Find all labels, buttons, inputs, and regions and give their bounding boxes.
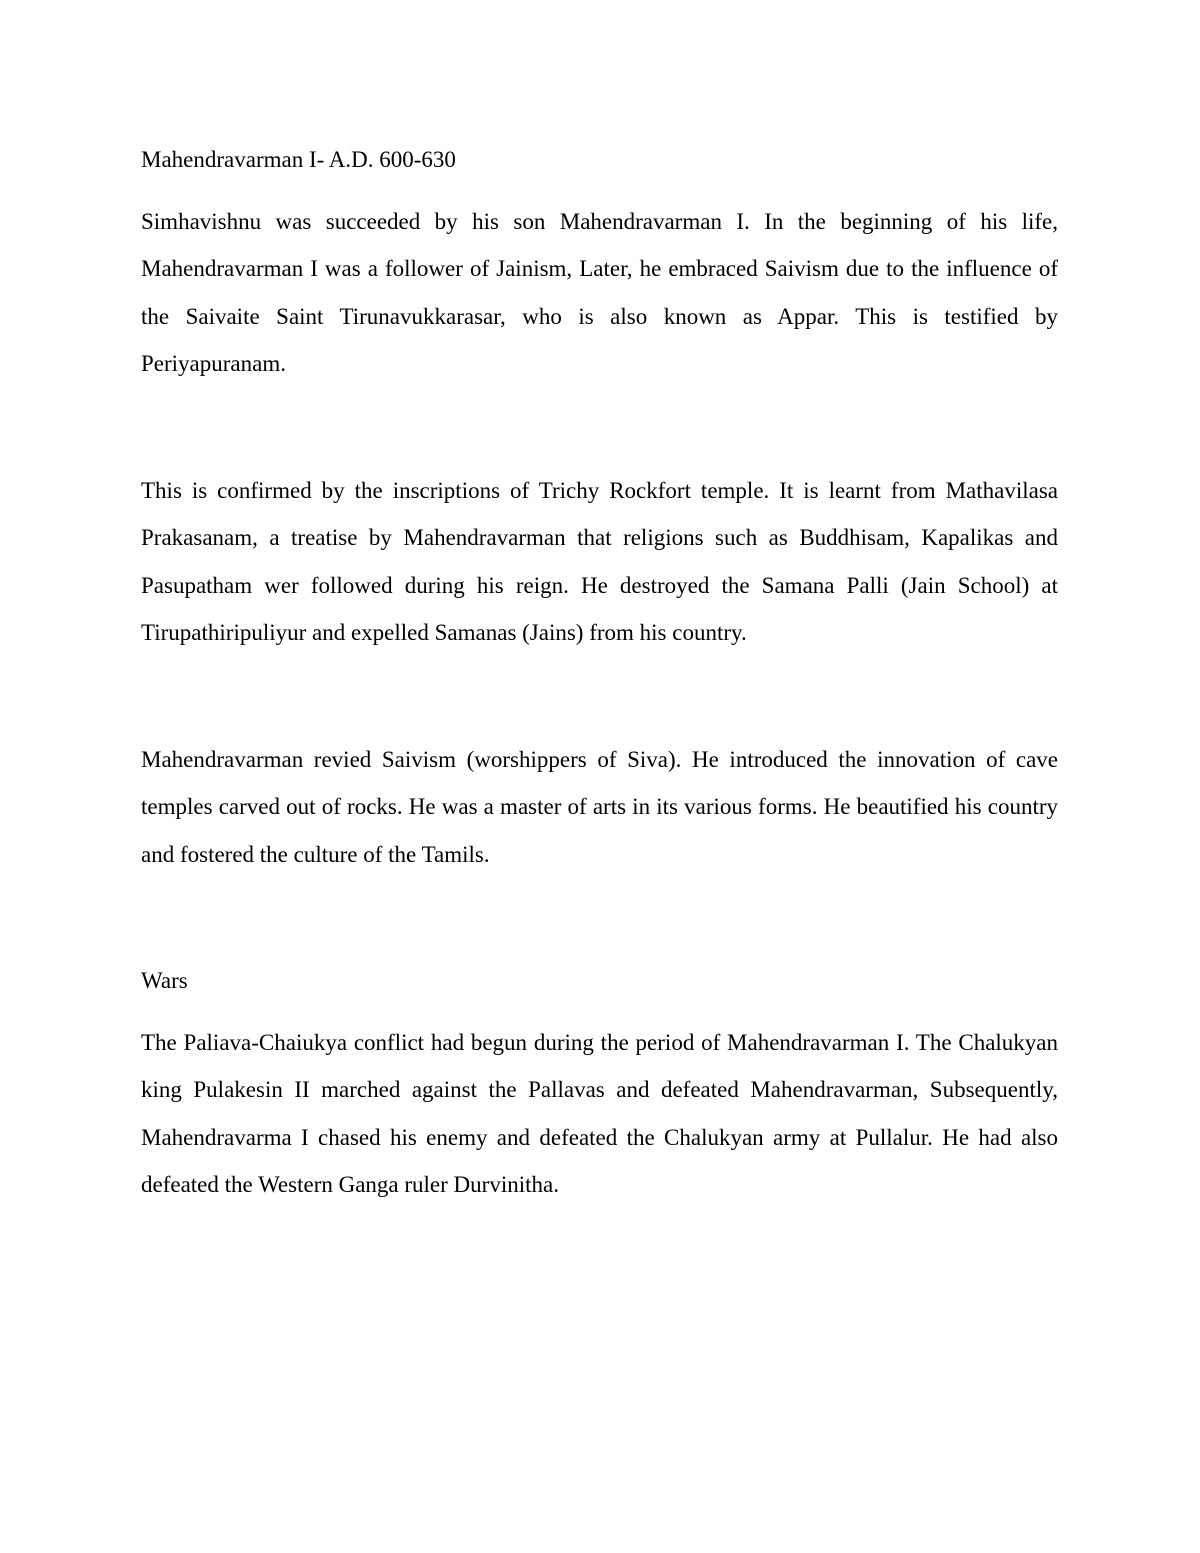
paragraph-spacer bbox=[141, 878, 1058, 957]
paragraph-spacer bbox=[141, 388, 1058, 467]
paragraph-wars: The Paliava-Chaiukya conflict had begun during the period of Mahendravarman I. The Chalukyan king Pulakesin II marched against the Pallavas and defeated Mahendravarman, Subsequently, Mahendravarma I chased his enemy and defeated the Chalukyan army at Pullalur. He had also defeated the Western Ganga ruler Durvinitha. bbox=[141, 1029, 1058, 1197]
section-heading-wars: Wars bbox=[141, 968, 188, 993]
paragraph-succession: Simhavishnu was succeeded by his son Mahendravarman I. In the beginning of his life, Mahendravarman I was a follower of Jainism, Later, he embraced Saivism due to the influence of the Saivaite Saint Tirunavukkarasar, who is also known as Appar. This is testified by Periyapuranam. bbox=[141, 208, 1058, 376]
paragraph-religion: This is confirmed by the inscriptions of Trichy Rockfort temple. It is learnt from Mathavilasa Prakasanam, a treatise by Mahendravarman that religions such as Buddhisam, Kapalikas and Pasupatham wer followed during his reign. He destroyed the Samana Palli (Jain School) at Tirupathiripuliyur and expelled Samanas (Jains) from his country. bbox=[141, 477, 1058, 645]
paragraph-spacer bbox=[141, 657, 1058, 736]
document-title: Mahendravarman I- A.D. 600-630 bbox=[141, 147, 456, 172]
paragraph-saivism: Mahendravarman revied Saivism (worshippers of Siva). He introduced the innovation of cave temples carved out of rocks. He was a master of arts in its various forms. He beautified his country and fostered the culture of the Tamils. bbox=[141, 746, 1058, 867]
document-body bbox=[141, 136, 1058, 1209]
